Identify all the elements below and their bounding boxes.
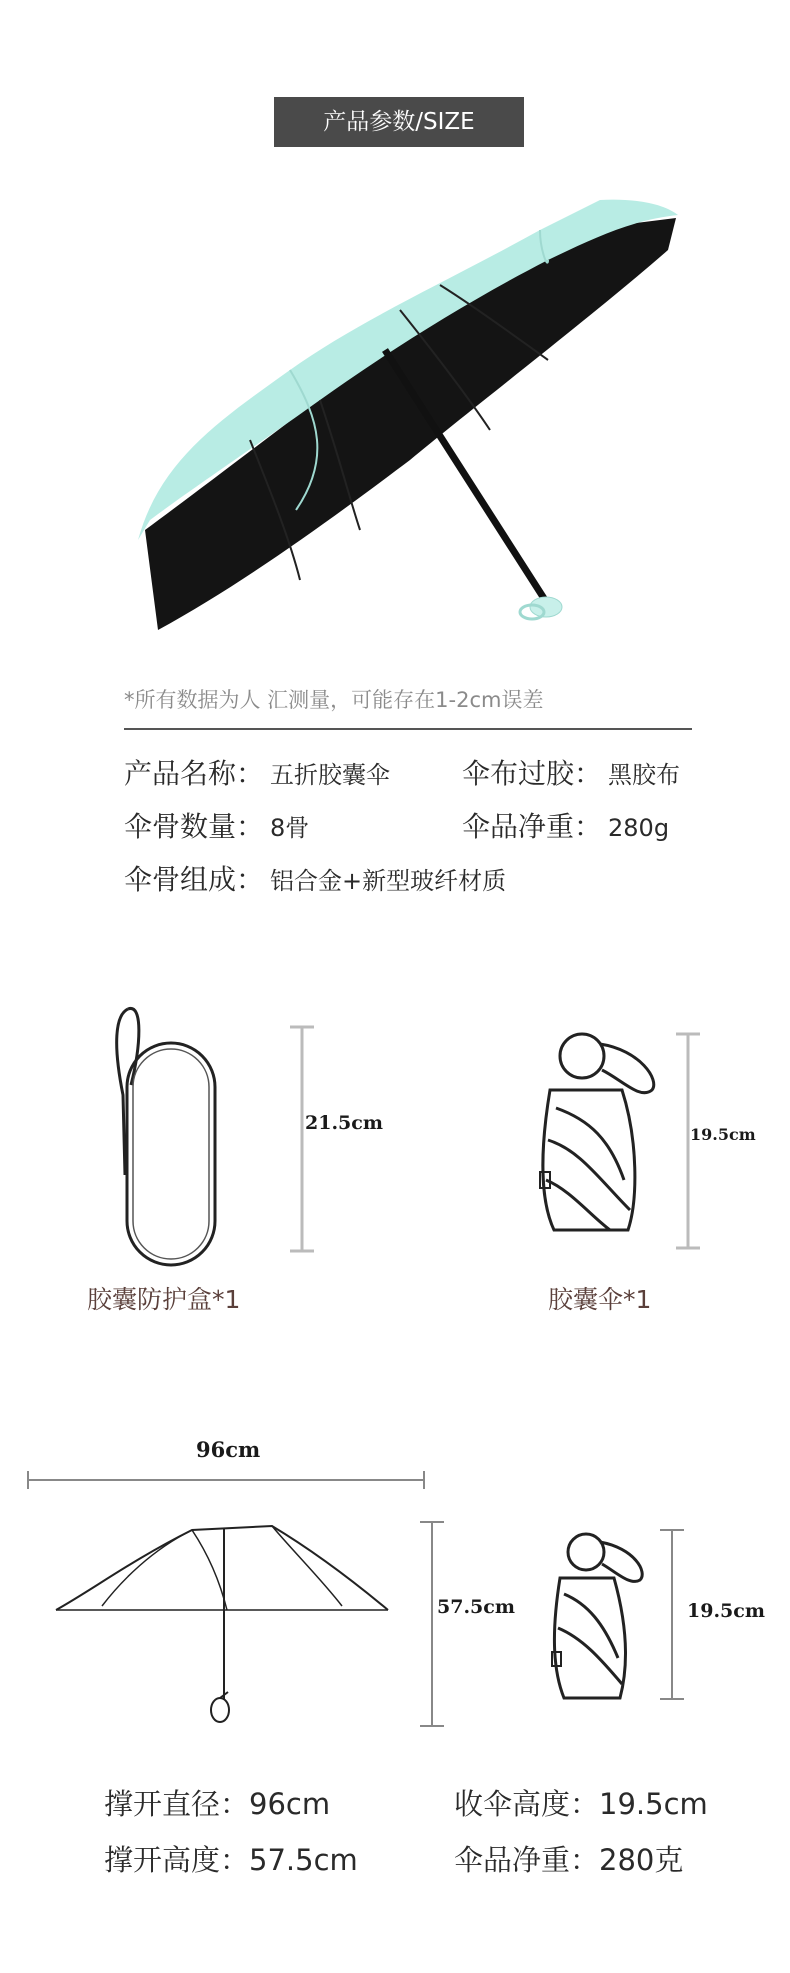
measurement-note: *所有数据为人 汇测量，可能存在1-2cm误差	[124, 688, 544, 712]
open-height-bracket	[412, 1520, 452, 1730]
spec-label: 撑开高度：	[104, 1843, 250, 1877]
spec-label: 产品名称：	[124, 757, 265, 790]
case-caption: 胶囊防护盒*1	[87, 1285, 241, 1314]
spec-product-name	[124, 752, 390, 792]
spec-label: 伞品净重：	[462, 810, 603, 843]
spec-fabric	[462, 752, 680, 792]
open-width-bracket	[26, 1465, 426, 1495]
spec-value: 8骨	[270, 814, 310, 842]
spec-rib-count	[124, 805, 309, 845]
umbrella-caption: 胶囊伞*1	[548, 1285, 652, 1314]
case-size-label: 21.5cm	[305, 1112, 383, 1134]
umbrella-canopy	[138, 200, 678, 630]
open-width-label: 96cm	[196, 1437, 261, 1462]
spec-open-height	[104, 1838, 358, 1879]
spec-value: 五折胶囊伞	[270, 761, 391, 789]
spec-value: 96cm	[249, 1787, 331, 1821]
spec-value: 19.5cm	[599, 1787, 708, 1821]
capsule-case-drawing	[95, 985, 235, 1275]
spec-folded-height	[454, 1782, 708, 1823]
spec-rib-material	[124, 858, 506, 898]
spec-label: 伞骨组成：	[124, 863, 265, 896]
small-folded-umbrella-drawing	[548, 1528, 668, 1718]
case-height-bracket	[282, 1025, 322, 1255]
spec-value: 黑胶布	[608, 761, 681, 789]
section-title-banner: 产品参数/SIZE	[274, 97, 524, 147]
spec-label: 收伞高度：	[454, 1787, 600, 1821]
note-divider	[124, 728, 692, 730]
spec-net-weight	[454, 1838, 683, 1879]
folded-size-label: 19.5cm	[690, 1125, 756, 1144]
spec-label: 撑开直径：	[104, 1787, 250, 1821]
small-folded-height-bracket	[652, 1528, 692, 1703]
spec-open-diameter	[104, 1782, 330, 1823]
spec-value: 57.5cm	[249, 1843, 358, 1877]
open-height-label: 57.5cm	[437, 1596, 515, 1618]
spec-label: 伞品净重：	[454, 1843, 600, 1877]
spec-label: 伞骨数量：	[124, 810, 265, 843]
small-folded-size-label: 19.5cm	[687, 1600, 765, 1622]
open-umbrella-drawing	[52, 1510, 392, 1730]
spec-weight	[462, 805, 669, 845]
spec-value: 铝合金+新型玻纤材质	[270, 867, 507, 895]
folded-umbrella-drawing	[530, 1030, 670, 1250]
umbrella-photo	[0, 160, 790, 680]
spec-value: 280g	[608, 814, 670, 842]
spec-value: 280克	[599, 1843, 684, 1877]
spec-label: 伞布过胶：	[462, 757, 603, 790]
